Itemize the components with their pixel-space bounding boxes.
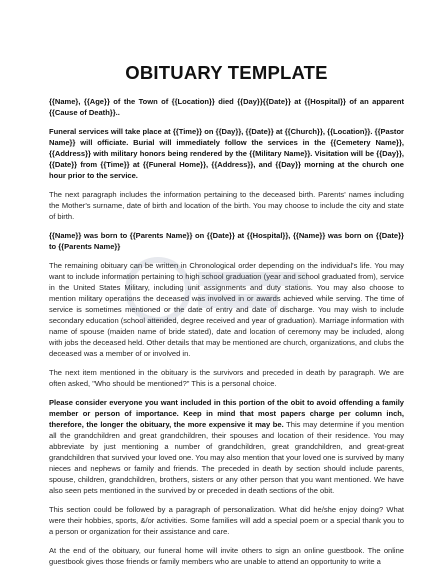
personalization-paragraph: This section could be followed by a paragraph of personalization. What did he/she enjoy doing? What were their hobbies, sports, &/or activities. Some families will add a special poem or a special thank you to a person or organization for their assistance and care. (49, 505, 404, 536)
born-to-paragraph: {{Name}} was born to {{Parents Name}} on {{Date}} at {{Hospital}}, {{Name}} was born on {{Date}} to {{Parents Name}} (49, 231, 404, 251)
survivors-bold-lead: Please consider everyone you want included in this portion of the obit to avoid offending a family member or person of importance. Keep in mind that most papers charge per column inch, therefore, the longer the obituary, the more expensive it may be. (49, 398, 404, 429)
guestbook-paragraph: At the end of the obituary, our funeral home will invite others to sign an online guestbook. The online guestbook gives those friends or family members who are unable to attend an opportunity to write a (49, 546, 404, 566)
survivors-detail-paragraph (49, 397, 404, 496)
survivors-intro-paragraph: The next item mentioned in the obituary is the survivors and preceded in death by paragraph. We are often asked, "Who should be mentioned?" This is a personal choice. (49, 368, 404, 388)
survivors-detail-text: This may determine if you mention all the grandchildren and great grandchildren, their spouses and location of their residence. You may abbreviate by just mentioning a number of grandchildren, great grandchildren, and great-great grandchildren that survived your loved one. You may also mention that your loved one is survived by many nieces and nephews or family and friends. The preceded in death by section should include parents, spouse, children, grandchildren, brothers, sisters or any other person that you want mentioned. We have also seen pets mentioned in the survived by or preceded in death sections of the obit. (49, 420, 404, 495)
life-history-paragraph: The remaining obituary can be written in Chronological order depending on the individual's life. You may want to include information pertaining to high school graduation (year and school graduated from), service in the United States Military, including unit assignments and duty stations. You may also choose to mention military operations the deceased was involved in or awards achieved while serving. The time of service is sometimes mentioned or the date of entry and date of discharge. You may wish to include secondary education (school attended, degree received and year of graduation). Marriage information with name of spouse (maiden name of bride stated), date and location of ceremony may be included, along with jobs the deceased held. Other details that may be mentioned are church, organizations, and clubs the deceased was a member of or involved in. (49, 261, 404, 358)
obit-name-paragraph: {{Name}, {{Age}} of the Town of {{Location}} died {{Day}}{{Date}} at {{Hospital}} of an apparent {{Cause of Death}}.. (49, 97, 404, 117)
document-title: OBITUARY TEMPLATE (125, 62, 328, 83)
birth-info-paragraph: The next paragraph includes the information pertaining to the deceased birth. Parents' names including the Mother's surname, date of birth and location of the birth. You may choose to include the city and state of birth. (49, 190, 404, 221)
funeral-services-paragraph: Funeral services will take place at {{Time}} on {{Day}}, {{Date}} at {{Church}}, {{Location}}. {{Pastor Name}} will officiate. Burial will immediately follow the services in the {{Cemetery Name}}, {{Address}} with military honors being rendered by the {{Military Name}}. Visitation will be {{Day}}, {{Date}} from {{Time}} at {{Funeral Home}}, {{Address}}, and {{Day}} morning at the church one hour prior to the service. (49, 127, 404, 180)
